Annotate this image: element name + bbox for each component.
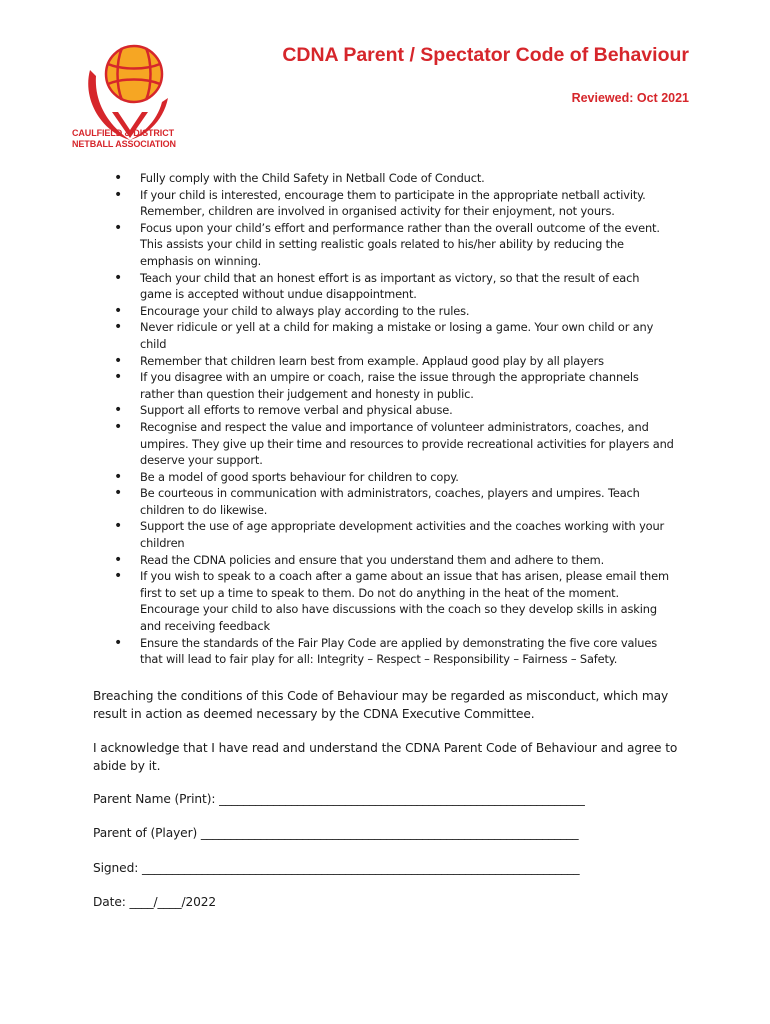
organisation-name-line1: CAULFIELD & DISTRICT [72, 128, 174, 138]
list-item: • If you wish to speak to a coach after a game about an issue that has arisen, please email them first to set up a time to speak to them. Do not do anything in the heat of the moment. Encourage your child to also have discussions with the coach so they develop skills in asking and receiving feedback [114, 568, 674, 634]
signature-field[interactable]: Signed: _________________________________________________________________________ [93, 861, 580, 875]
netball-ball-icon [106, 46, 162, 102]
document-title: CDNA Parent / Spectator Code of Behaviour [282, 44, 689, 66]
list-item: • Read the CDNA policies and ensure that you understand them and adhere to them. [114, 552, 674, 569]
list-item: • Support the use of age appropriate development activities and the coaches working with your children [114, 518, 674, 551]
breach-statement: Breaching the conditions of this Code of Behaviour may be regarded as misconduct, which may result in action as deemed necessary by the CDNA Executive Committee. [93, 689, 669, 721]
list-item: • Teach your child that an honest effort is as important as victory, so that the result of each game is accepted without undue disappointment. [114, 270, 674, 303]
list-item: • Recognise and respect the value and importance of volunteer administrators, coaches, and umpires. They give up their time and resources to provide recreational activities for players and deserve your support. [114, 419, 674, 469]
list-item: • Ensure the standards of the Fair Play Code are applied by demonstrating the five core values that will lead to fair play for all: Integrity – Respect – Responsibility – Fairness – Safety. [114, 635, 674, 668]
parent-of-player-field[interactable]: Parent of (Player) _______________________________________________________________ [93, 826, 579, 840]
organisation-name [72, 128, 202, 150]
list-item: • Remember that children learn best from example. Applaud good play by all players [114, 353, 674, 370]
date-field[interactable]: Date: ____/____/2022 [93, 895, 217, 909]
list-item: • If you disagree with an umpire or coach, raise the issue through the appropriate channels rather than question their judgement and honesty in public. [114, 369, 674, 402]
organisation-name-line2: NETBALL ASSOCIATION [72, 139, 176, 149]
acknowledgement-statement: I acknowledge that I have read and understand the CDNA Parent Code of Behaviour and agree to abide by it. [93, 741, 678, 773]
list-item: • Fully comply with the Child Safety in Netball Code of Conduct. [114, 170, 674, 187]
list-item: • If your child is interested, encourage them to participate in the appropriate netball activity. Remember, children are involved in organised activity for their enjoyment, not yours. [114, 187, 674, 220]
list-item: • Support all efforts to remove verbal and physical abuse. [114, 402, 674, 419]
list-item: • Be a model of good sports behaviour for children to copy. [114, 469, 674, 486]
code-of-behaviour-list [114, 170, 674, 668]
list-item: • Be courteous in communication with administrators, coaches, players and umpires. Teach children to do likewise. [114, 485, 674, 518]
list-item: • Focus upon your child’s effort and performance rather than the overall outcome of the event. This assists your child in setting realistic goals related to his/her ability by reducing the emphasis on winning. [114, 220, 674, 270]
reviewed-date: Reviewed: Oct 2021 [571, 91, 689, 105]
list-item: • Encourage your child to always play according to the rules. [114, 303, 674, 320]
list-item: • Never ridicule or yell at a child for making a mistake or losing a game. Your own child or any child [114, 319, 674, 352]
parent-name-field[interactable]: Parent Name (Print): _____________________________________________________________ [93, 792, 585, 806]
